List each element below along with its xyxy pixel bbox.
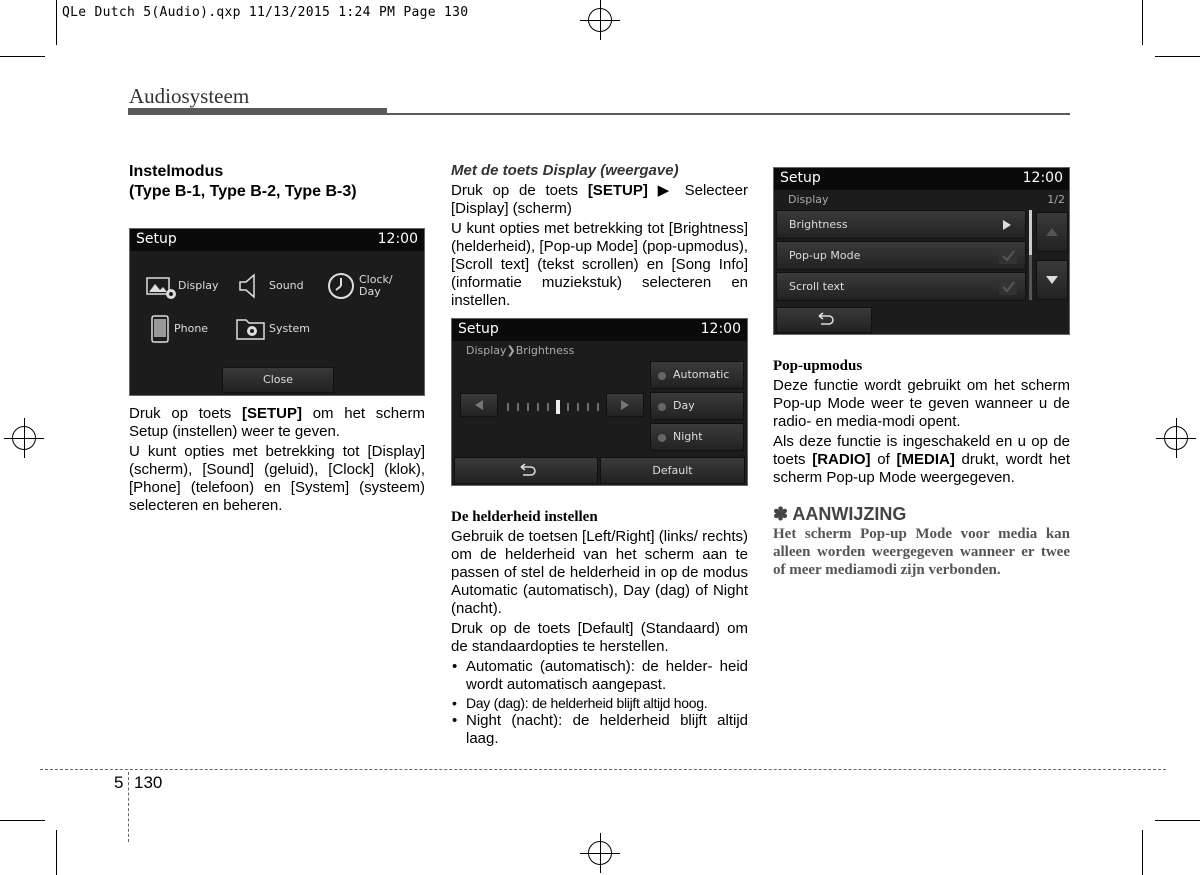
- menu-system[interactable]: System: [269, 322, 311, 335]
- section-title: Audiosysteem: [129, 84, 250, 108]
- screen-title-bar: [130, 229, 424, 251]
- screen-clock: 12:00: [1022, 170, 1063, 186]
- right-arrow-button[interactable]: [606, 393, 644, 417]
- registration-mark-icon: [1156, 418, 1196, 458]
- mode-night-label: Night: [673, 430, 703, 443]
- menu-phone[interactable]: Phone: [174, 322, 209, 335]
- column-2-body: [451, 508, 748, 748]
- note-heading: ✽ AANWIJZING: [773, 504, 907, 524]
- screen-title-bar: [774, 168, 1069, 190]
- crop-mark: [1155, 820, 1200, 821]
- paragraph-display-options: U kunt opties met betrekking tot [Brightness] (helderheid), [Pop-up Mode] (pop-upmodus), [Scroll text] (tekst scrollen) en [Song Info] (informatie muziekstuk) selecteren en instellen.: [451, 220, 748, 309]
- back-button[interactable]: [454, 457, 598, 484]
- screen-title: Setup: [780, 170, 821, 186]
- close-button[interactable]: Close: [222, 367, 334, 393]
- paragraph-options: U kunt opties met betrekking tot [Display] (scherm), [Sound] (geluid), [Clock] (klok), [Phone] (telefoon) en [System] (systeem) selecteren en beheren.: [129, 443, 425, 514]
- row-scroll-text[interactable]: [776, 272, 1026, 301]
- checkbox-icon: [999, 248, 1017, 264]
- display-screen: [773, 167, 1070, 335]
- screen-subtitle: Display: [788, 193, 829, 206]
- right-arrow-icon: [607, 394, 643, 416]
- crop-mark: [56, 830, 57, 875]
- heading-type: (Type B-1, Type B-2, Type B-3): [129, 183, 357, 200]
- bullet-night: • Night (nacht): de helderheid blijft altijd laag.: [452, 712, 748, 747]
- chevron-right-icon: [1003, 220, 1011, 230]
- radio-dot-icon: [658, 372, 666, 380]
- registration-mark-icon: [580, 833, 620, 873]
- default-button[interactable]: Default: [600, 457, 745, 484]
- p2-post: drukt, wordt het scherm Pop-up Mode weergegeven.: [773, 451, 1070, 486]
- page-indicator: 1/2: [1047, 193, 1065, 206]
- paragraph-left-right: Gebruik de toetsen [Left/Right] (links/ rechts) om de helderheid van het scherm aan te passen of stel de helderheid in op de modus Automatic (automatisch), Day (dag) of Night (nacht).: [451, 528, 748, 617]
- crop-mark: [0, 56, 45, 57]
- heading-display-key: Met de toets Display (weergave): [451, 162, 679, 179]
- setup-screen-main: [129, 228, 425, 396]
- setup-key: [SETUP]: [242, 405, 302, 422]
- up-arrow-icon: [1037, 213, 1067, 251]
- system-folder-icon: [236, 315, 266, 341]
- left-arrow-icon: [461, 394, 497, 416]
- row-popup-mode[interactable]: [776, 241, 1026, 270]
- footer-dashed-rule: [40, 769, 1166, 770]
- paragraph-radio-media: [773, 433, 1070, 487]
- column-1: [129, 162, 425, 202]
- registration-mark-icon: [4, 418, 44, 458]
- scroll-up-button[interactable]: [1036, 212, 1068, 252]
- column-2: [451, 162, 748, 312]
- print-slug: QLe Dutch 5(Audio).qxp 11/13/2015 1:24 PM Page 130: [62, 5, 469, 20]
- down-arrow-icon: [1037, 261, 1067, 299]
- mode-automatic-label: Automatic: [673, 368, 730, 381]
- crop-mark: [1155, 56, 1200, 57]
- back-arrow-icon: [455, 458, 599, 483]
- menu-clock-line1[interactable]: Clock/: [359, 273, 393, 286]
- row-scroll-text-label: Scroll text: [789, 280, 845, 293]
- p1-pre: Druk op de toets: [451, 182, 588, 199]
- para1-pre: Druk op toets: [129, 405, 242, 422]
- menu-sound[interactable]: Sound: [269, 279, 304, 292]
- paragraph-setup: [129, 405, 425, 441]
- screen-clock: 12:00: [377, 231, 418, 247]
- scroll-down-button[interactable]: [1036, 260, 1068, 300]
- crop-mark: [1142, 830, 1143, 875]
- bullet-day-text: Day (dag): de helderheid blijft altijd hoog.: [466, 695, 708, 711]
- p2-pre: Als deze functie is ingeschakeld en u op de toets: [773, 433, 1070, 468]
- paragraph-default: Druk op de toets [Default] (Standaard) om de standaardopties te herstellen.: [451, 620, 748, 655]
- page-number: 130: [134, 773, 163, 792]
- column-3-body: [773, 357, 1070, 581]
- display-icon: [146, 275, 178, 301]
- header-rule-thin: [387, 113, 1070, 115]
- row-brightness-label: Brightness: [789, 218, 848, 231]
- media-key: [MEDIA]: [896, 451, 955, 468]
- brightness-slider[interactable]: [504, 399, 604, 413]
- paragraph-press-setup: [451, 182, 748, 218]
- bullet-day: • Day (dag): de helderheid blijft altijd hoog.: [452, 695, 708, 711]
- radio-key: [RADIO]: [812, 451, 871, 468]
- para1-post: om het scherm Setup (instellen) weer te geven.: [129, 405, 425, 440]
- mode-day-label: Day: [673, 399, 695, 412]
- screen-title: Setup: [458, 321, 499, 337]
- crop-mark: [0, 820, 45, 821]
- back-arrow-icon: [777, 308, 873, 332]
- note-body: Het scherm Pop-up Mode voor media kan alleen worden weergegeven wanneer er twee of meer mediamodi zijn verbonden.: [773, 526, 1070, 578]
- bullet-night-text: Night (nacht): de helderheid blijft altijd laag.: [466, 712, 748, 747]
- menu-display[interactable]: Display: [178, 279, 219, 292]
- speaker-icon: [238, 273, 262, 299]
- crop-mark: [56, 0, 57, 45]
- phone-icon: [150, 315, 170, 343]
- p2-mid: of: [870, 451, 897, 468]
- bullet-automatic: • Automatic (automatisch): de helder- heid wordt automatisch aangepast.: [452, 658, 748, 693]
- checkbox-icon: [999, 279, 1017, 295]
- header-rule-thick: [128, 108, 387, 115]
- row-popup-mode-label: Pop-up Mode: [789, 249, 861, 262]
- footer-vertical-dashed: [128, 772, 129, 842]
- setup-key: [SETUP]: [587, 182, 648, 199]
- back-button[interactable]: [776, 307, 872, 333]
- registration-mark-icon: [580, 0, 620, 40]
- brightness-screen: [451, 318, 748, 486]
- scrollbar[interactable]: [1029, 210, 1032, 300]
- column-1-body: [129, 405, 425, 517]
- screen-title-bar: [452, 319, 747, 341]
- radio-dot-icon: [658, 403, 666, 411]
- bullet-automatic-text: Automatic (automatisch): de helder- heid wordt automatisch aangepast.: [466, 658, 748, 693]
- chapter-number: 5: [114, 773, 124, 792]
- row-brightness[interactable]: [776, 210, 1026, 239]
- clock-icon: [327, 272, 355, 300]
- menu-clock-line2[interactable]: Day: [359, 285, 381, 298]
- subheading-brightness: De helderheid instellen: [451, 509, 598, 525]
- screen-breadcrumb: Display❯Brightness: [466, 344, 575, 357]
- paragraph-popup: Deze functie wordt gebruikt om het scherm Pop-up Mode weer te geven wanneer u de radio- en media-modi opent.: [773, 377, 1070, 430]
- left-arrow-button[interactable]: [460, 393, 498, 417]
- heading-instelmodus: Instelmodus: [129, 163, 224, 180]
- radio-dot-icon: [658, 434, 666, 442]
- subheading-popup: Pop-upmodus: [773, 358, 863, 374]
- screen-clock: 12:00: [700, 321, 741, 337]
- p1-post: ▶ Selecteer [Display] (scherm): [451, 182, 748, 217]
- crop-mark: [1142, 0, 1143, 45]
- screen-title: Setup: [136, 231, 177, 247]
